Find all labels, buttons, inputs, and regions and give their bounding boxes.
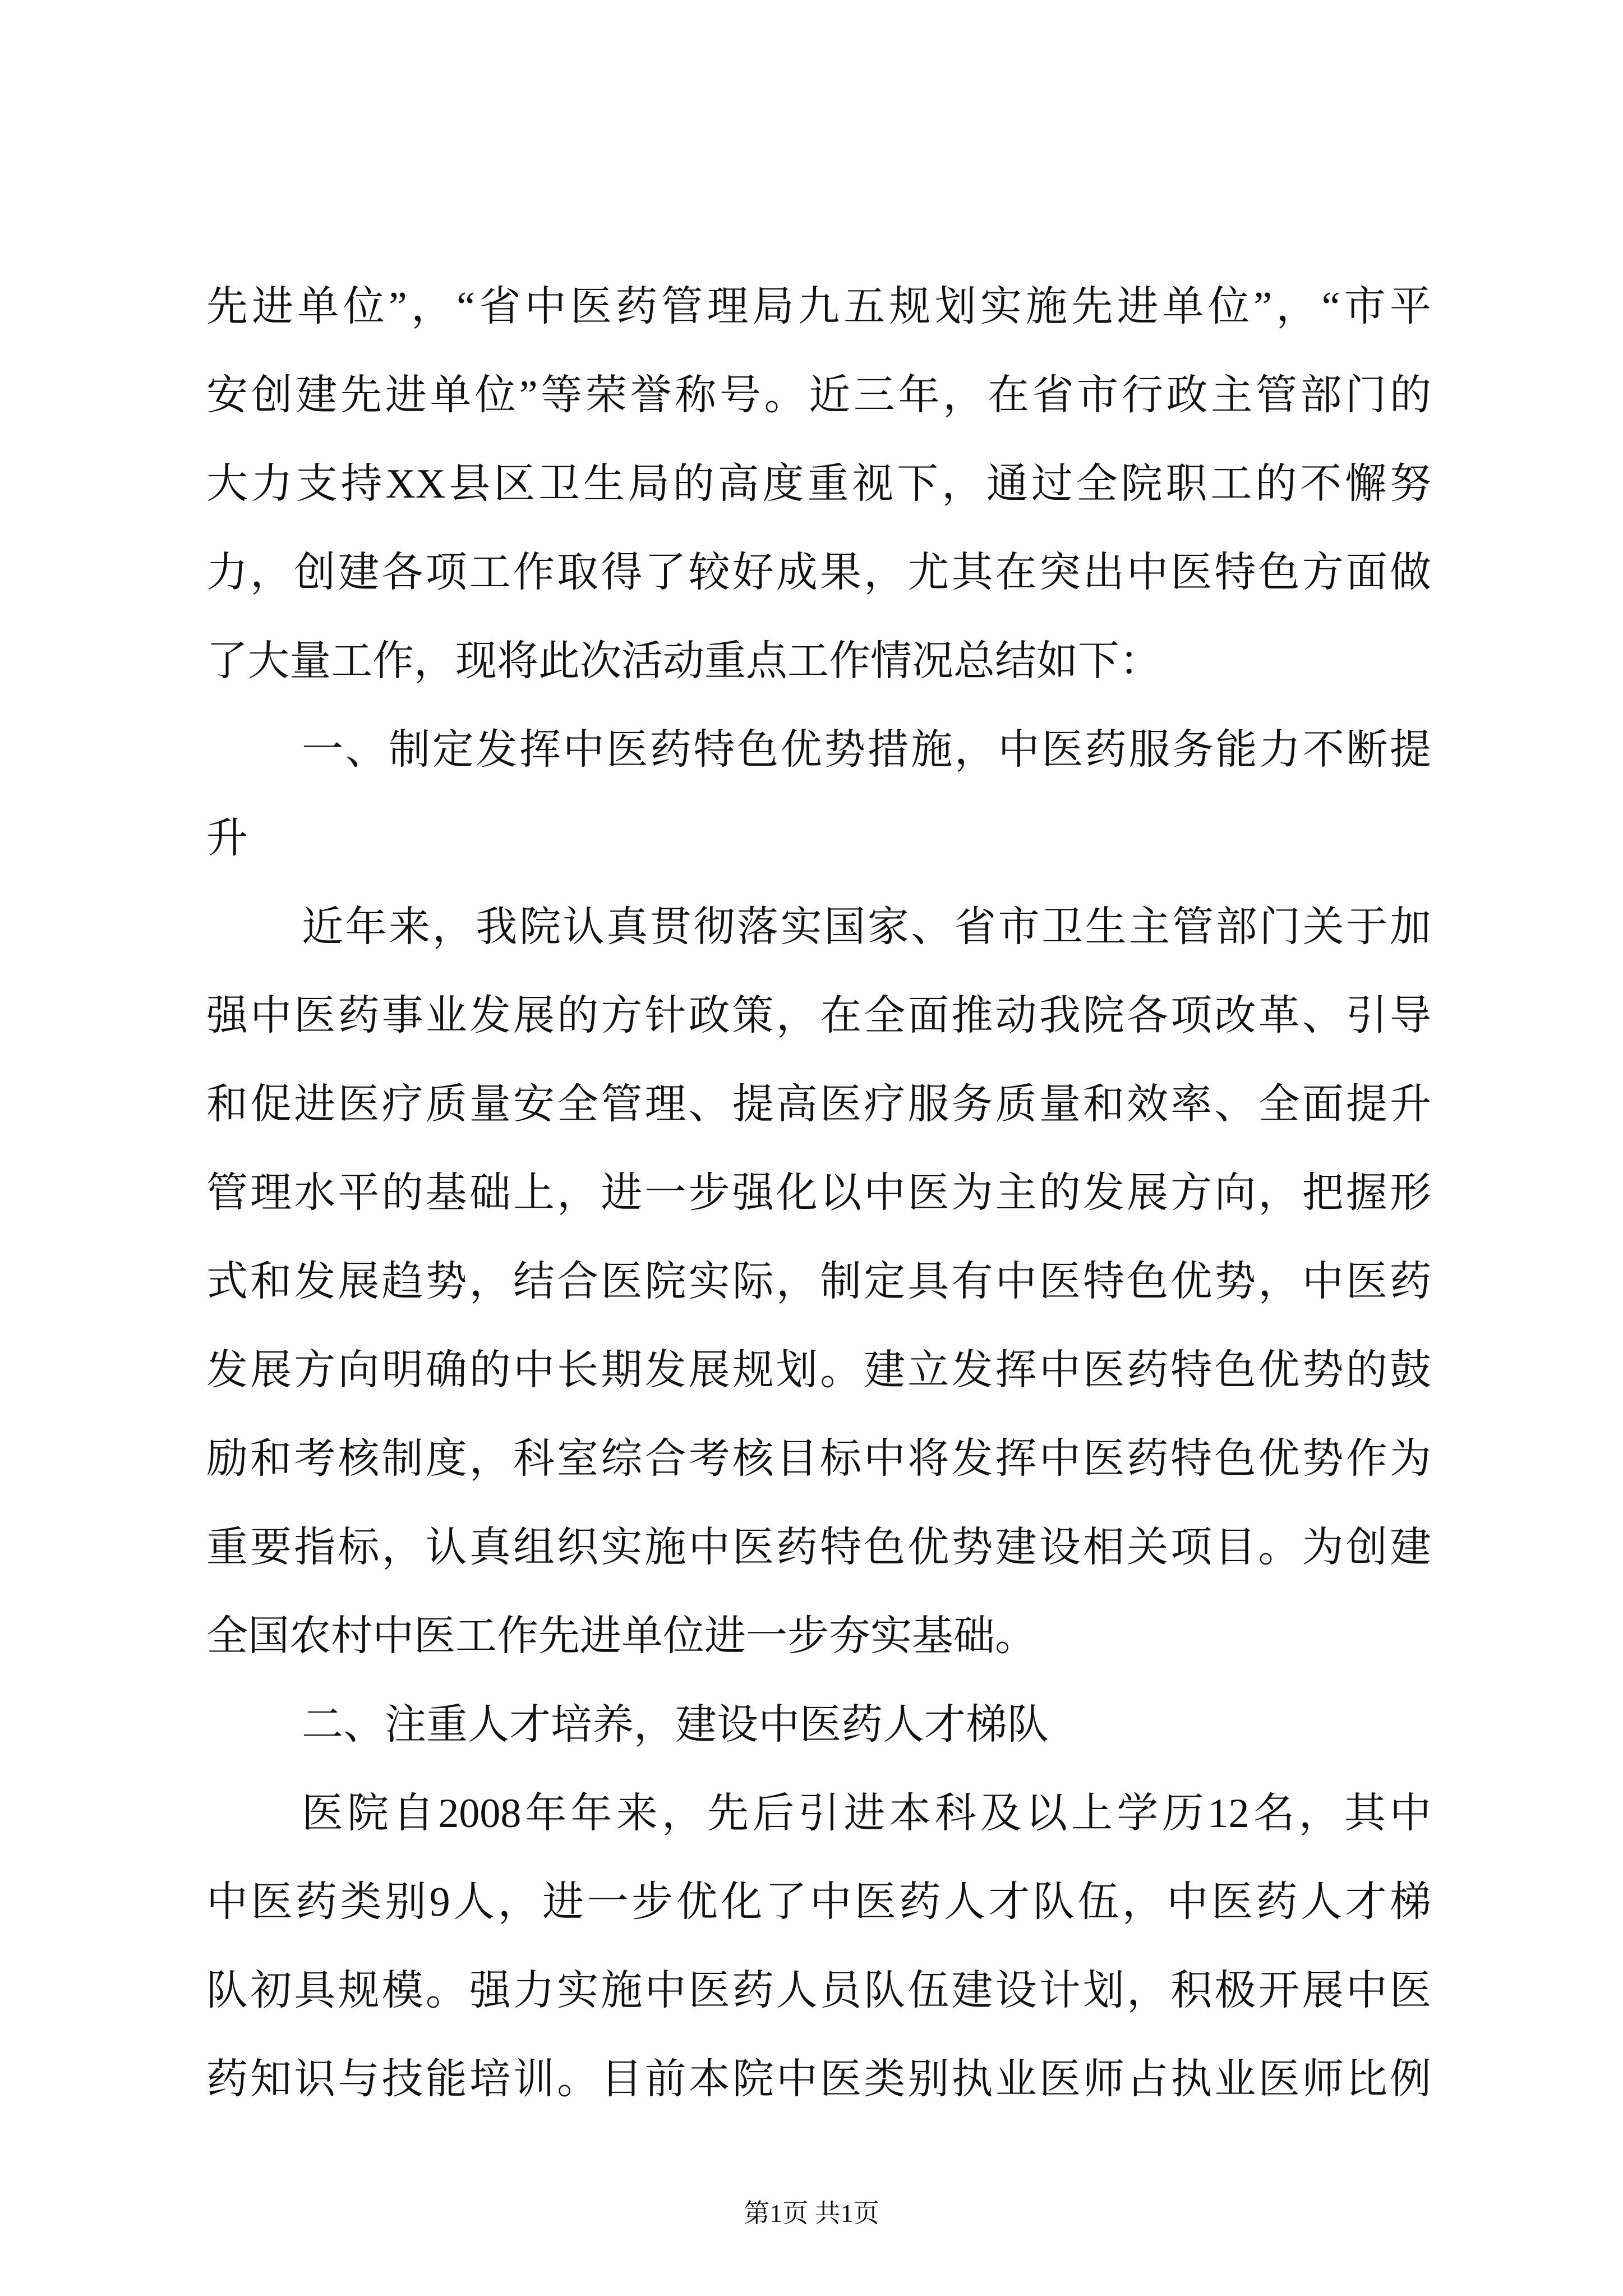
text-line: 药知识与技能培训。目前本院中医类别执业医师占执业医师比例: [206, 2056, 1431, 2102]
paragraph: [206, 263, 1431, 706]
text-line: 和促进医疗质量安全管理、提高医疗服务质量和效率、全面提升: [206, 1082, 1431, 1128]
heading-line: 升: [206, 816, 248, 862]
text-line: 力，创建各项工作取得了较好成果，尤其在突出中医特色方面做: [206, 550, 1431, 596]
text-line: 中医药类别9人，进一步优化了中医药人才队伍，中医药人才梯: [206, 1879, 1431, 1925]
text-line: 近年来，我院认真贯彻落实国家、省市卫生主管部门关于加: [302, 904, 1431, 950]
text-line: 先进单位”，“省中医药管理局九五规划实施先进单位”，“市平: [206, 284, 1431, 330]
text-line: 了大量工作，现将此次活动重点工作情况总结如下：: [206, 638, 1161, 684]
text-line: 发展方向明确的中长期发展规划。建立发挥中医药特色优势的鼓: [206, 1347, 1431, 1393]
section-heading: [206, 706, 1431, 883]
text-line: 大力支持XX县区卫生局的高度重视下，通过全院职工的不懈努: [206, 461, 1431, 507]
heading-line: 二、注重人才培养，建设中医药人才梯队: [302, 1702, 1049, 1748]
text-line: 重要指标，认真组织实施中医药特色优势建设相关项目。为创建: [206, 1525, 1431, 1571]
text-line: 全国农村中医工作先进单位进一步夯实基础。: [206, 1613, 1036, 1659]
page-number: 第1页 共1页: [744, 2199, 879, 2228]
paragraph: [206, 1769, 1431, 2124]
page-footer: [0, 2194, 1623, 2233]
paragraph: [206, 883, 1431, 1681]
document-body: [206, 263, 1431, 2124]
text-line: 队初具规模。强力实施中医药人员队伍建设计划，积极开展中医: [206, 1968, 1431, 2014]
text-line: 管理水平的基础上，进一步强化以中医为主的发展方向，把握形: [206, 1170, 1431, 1216]
text-line: 强中医药事业发展的方针政策，在全面推动我院各项改革、引导: [206, 993, 1431, 1039]
text-line: 励和考核制度，科室综合考核目标中将发挥中医药特色优势作为: [206, 1436, 1431, 1482]
text-line: 医院自2008年年来，先后引进本科及以上学历12名，其中: [302, 1791, 1431, 1837]
section-heading: [206, 1681, 1431, 1769]
heading-line: 一、制定发挥中医药特色优势措施，中医药服务能力不断提: [302, 727, 1431, 773]
text-line: 式和发展趋势，结合医院实际，制定具有中医特色优势，中医药: [206, 1259, 1431, 1305]
text-line: 安创建先进单位”等荣誉称号。近三年，在省市行政主管部门的: [206, 372, 1431, 418]
